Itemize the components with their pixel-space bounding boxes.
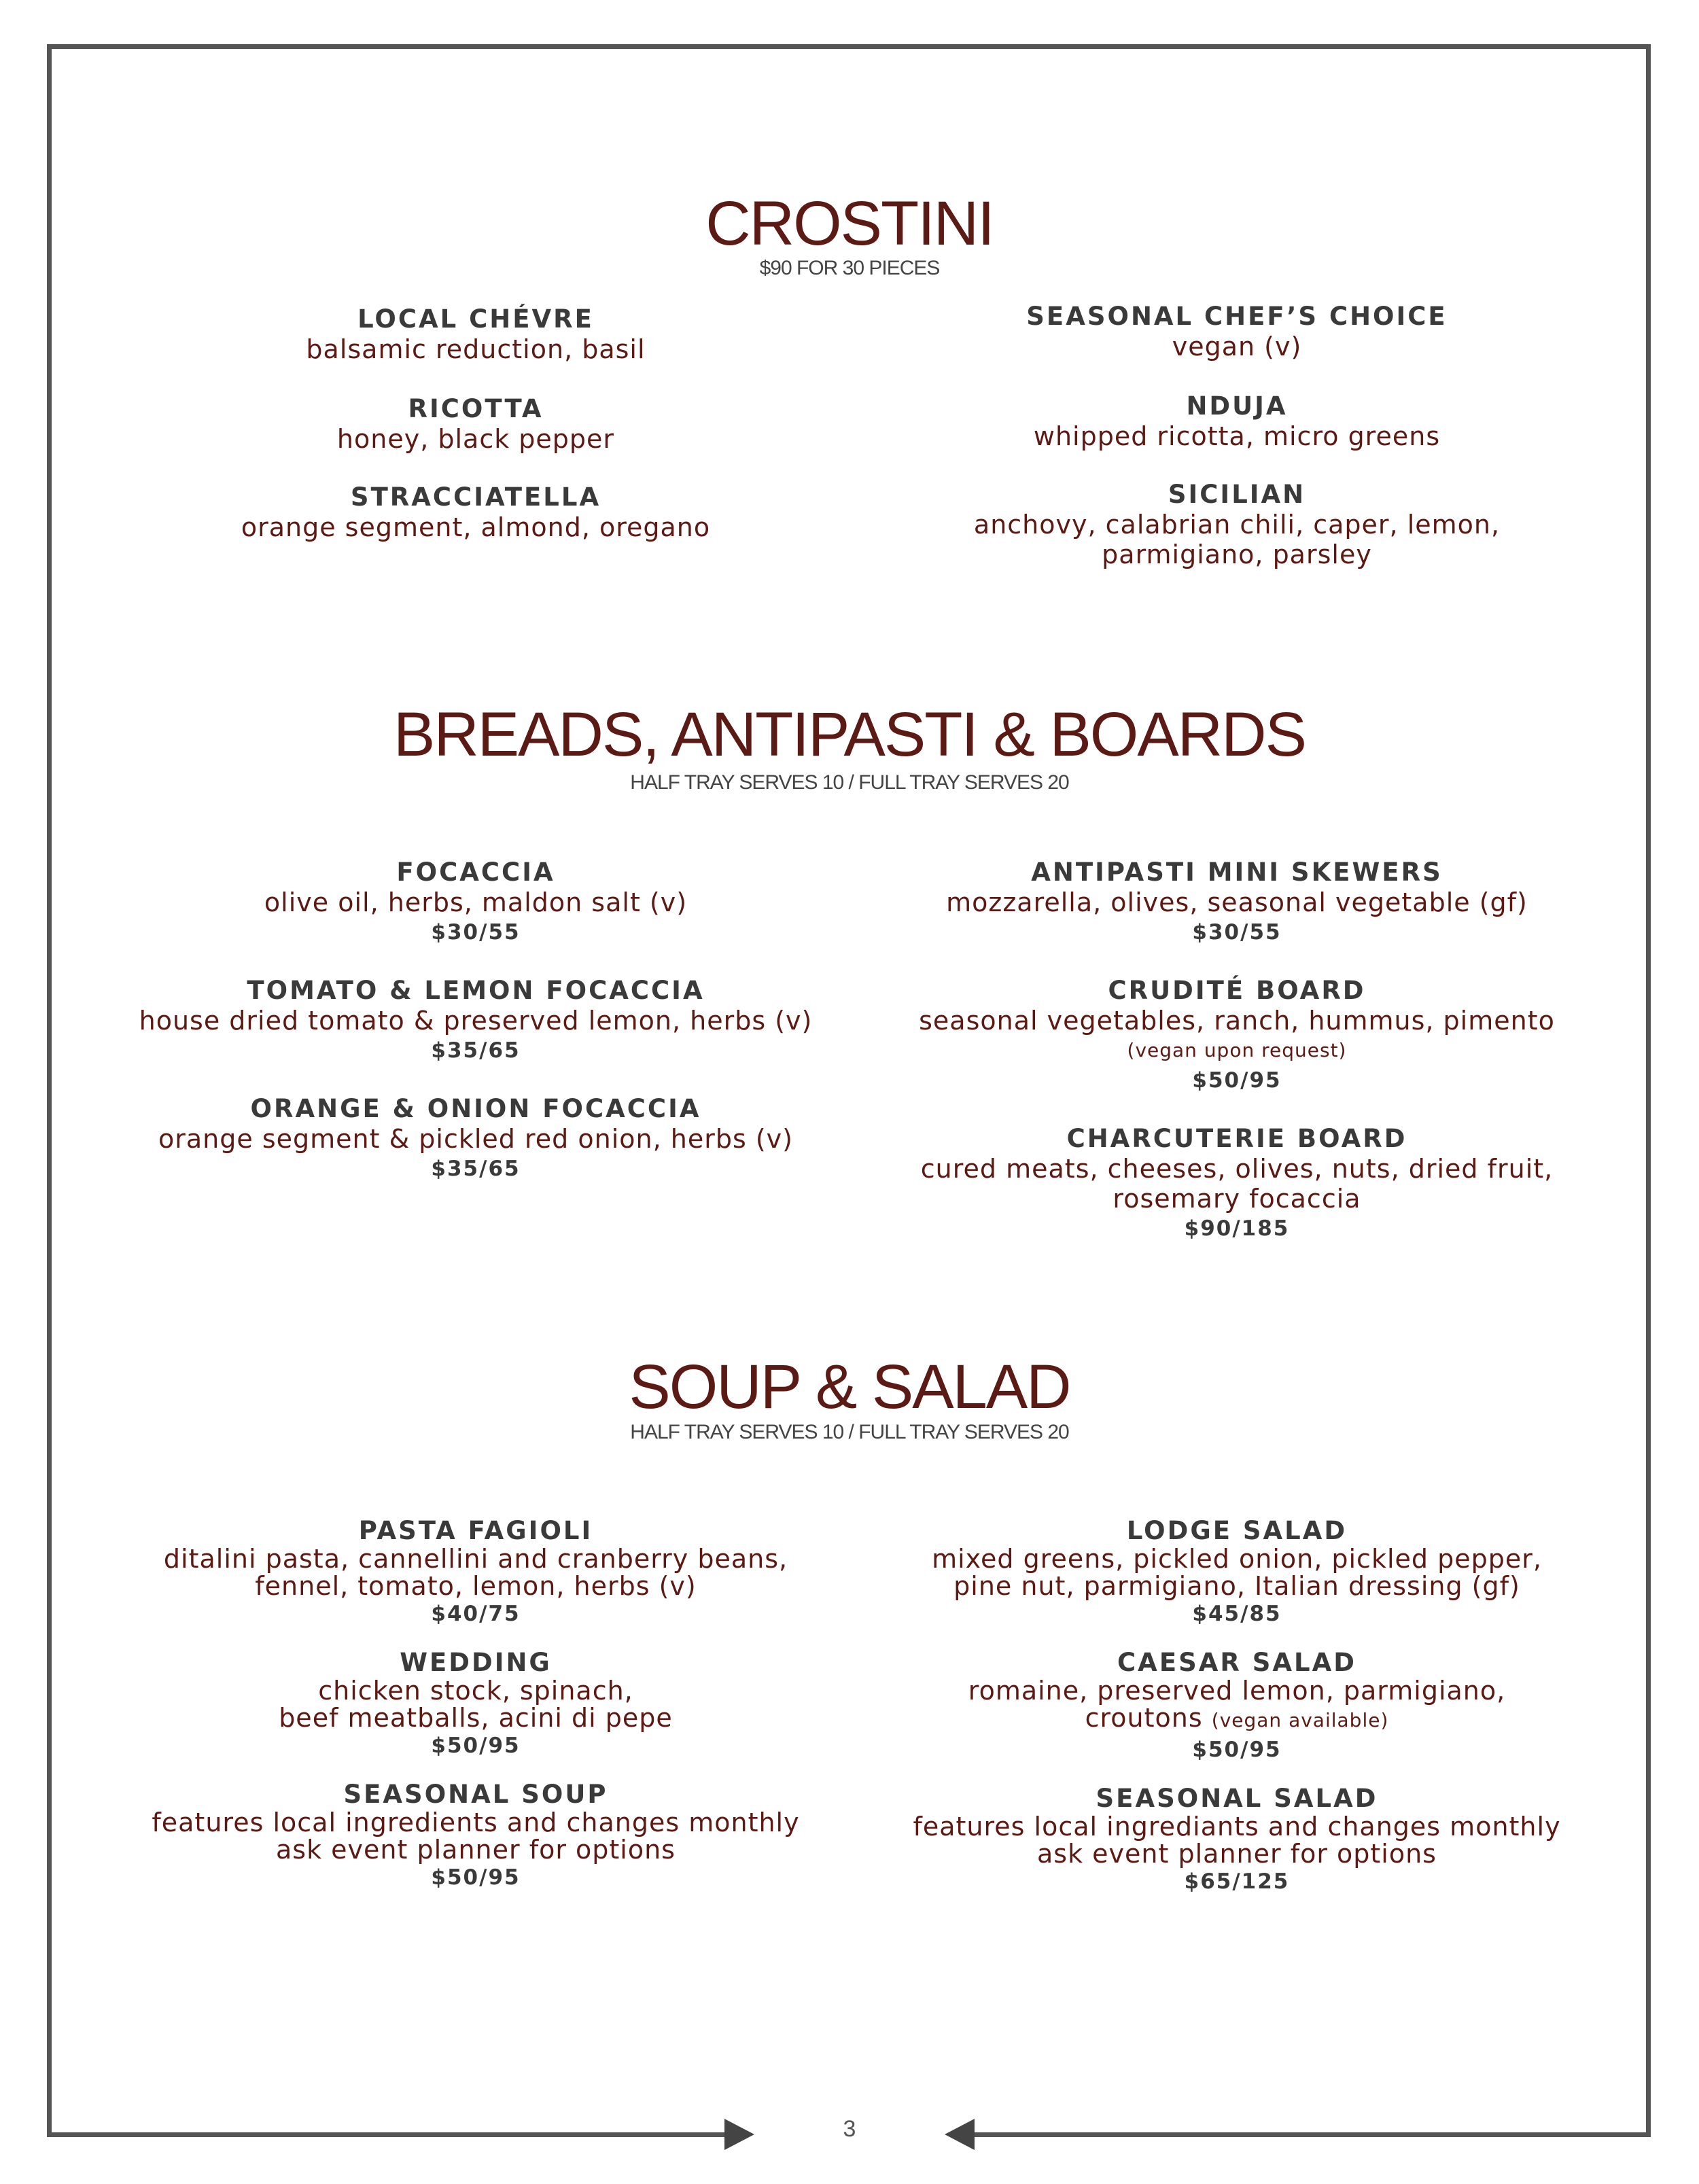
menu-item <box>863 976 1611 1095</box>
item-price: $65/125 <box>1184 1869 1290 1894</box>
menu-item <box>163 394 788 454</box>
menu-item <box>897 391 1577 451</box>
menu-item <box>863 1649 1611 1764</box>
item-description: chicken stock, spinach, <box>318 1676 633 1706</box>
breads-subtitle: HALF TRAY SERVES 10 / FULL TRAY SERVES 20 <box>630 771 1069 794</box>
breads-title: BREADS, ANTIPASTI & BOARDS <box>393 700 1306 769</box>
item-name: LOCAL CHÉVRE <box>357 304 594 334</box>
item-description: orange segment & pickled red onion, herbs (v) <box>158 1124 793 1154</box>
item-name: LODGE SALAD <box>1126 1516 1348 1545</box>
item-name: SEASONAL SALAD <box>1096 1784 1378 1813</box>
menu-item <box>102 858 850 947</box>
item-name: CAESAR SALAD <box>1117 1648 1356 1677</box>
item-name: CHARCUTERIE BOARD <box>1066 1124 1407 1153</box>
crostini-title: CROSTINI <box>705 189 994 258</box>
soup-salad-title: SOUP & SALAD <box>629 1352 1070 1422</box>
item-description: romaine, preserved lemon, parmigiano, <box>968 1676 1506 1706</box>
item-description-line-2 <box>863 1704 1611 1736</box>
item-description-line-2: ask event planner for options <box>1037 1839 1437 1869</box>
page-number: 3 <box>843 2116 856 2142</box>
soup-salad-subtitle: HALF TRAY SERVES 10 / FULL TRAY SERVES 20 <box>630 1421 1069 1443</box>
item-description-line-2: ask event planner for options <box>276 1835 676 1865</box>
item-description-line-2: pine nut, parmigiano, Italian dressing (gf) <box>953 1571 1520 1601</box>
menu-item <box>897 302 1577 362</box>
menu-item <box>163 304 788 364</box>
item-name: STRACCIATELLA <box>350 482 601 512</box>
item-description: house dried tomato & preserved lemon, herbs (v) <box>139 1006 813 1036</box>
menu-item <box>897 480 1577 569</box>
arrow-right-icon[interactable] <box>724 2119 754 2150</box>
item-price: $50/95 <box>1192 1738 1282 1762</box>
item-note: (vegan upon request) <box>1127 1039 1347 1061</box>
menu-item <box>102 1517 850 1628</box>
item-description: mozzarella, olives, seasonal vegetable (gf) <box>946 887 1528 917</box>
item-description: cured meats, cheeses, olives, nuts, dried fruit, <box>920 1154 1554 1184</box>
menu-item <box>863 1124 1611 1244</box>
item-price: $45/85 <box>1192 1602 1282 1626</box>
menu-item <box>863 1784 1611 1896</box>
crostini-subtitle: $90 FOR 30 PIECES <box>759 257 940 279</box>
crostini-left-column <box>163 304 788 542</box>
item-price: $30/55 <box>1192 920 1282 945</box>
item-price: $50/95 <box>431 1733 521 1758</box>
item-name: WEDDING <box>400 1648 552 1677</box>
item-description-line-2: rosemary focaccia <box>1113 1184 1361 1214</box>
item-description: ditalini pasta, cannellini and cranberry beans, <box>163 1544 788 1574</box>
item-name: SEASONAL SOUP <box>343 1780 608 1809</box>
item-description-croutons: croutons <box>1085 1703 1203 1733</box>
item-description: balsamic reduction, basil <box>306 334 646 364</box>
item-price: $40/75 <box>431 1602 521 1626</box>
item-price: $35/65 <box>431 1157 521 1181</box>
item-description-line-2: fennel, tomato, lemon, herbs (v) <box>255 1571 697 1601</box>
menu-item <box>102 1094 850 1184</box>
frame-bottom-right-line <box>970 2132 1651 2137</box>
item-description: features local ingredients and changes monthly <box>152 1808 800 1837</box>
item-price: $30/55 <box>431 920 521 945</box>
item-name: CRUDITÉ BOARD <box>1108 976 1366 1005</box>
item-name: NDUJA <box>1186 391 1288 421</box>
breads-right-column <box>863 858 1611 1244</box>
item-price: $90/185 <box>1184 1216 1290 1241</box>
item-name: ANTIPASTI MINI SKEWERS <box>1031 858 1443 887</box>
menu-item <box>163 482 788 542</box>
breads-left-column <box>102 858 850 1184</box>
crostini-right-column <box>897 302 1577 569</box>
item-name: TOMATO & LEMON FOCACCIA <box>247 976 705 1005</box>
menu-item <box>102 1780 850 1892</box>
menu-item <box>102 976 850 1065</box>
item-name: FOCACCIA <box>396 858 555 887</box>
menu-item <box>863 1517 1611 1628</box>
menu-item <box>102 1649 850 1760</box>
soup-left-column <box>102 1517 850 1892</box>
item-price: $50/95 <box>431 1865 521 1890</box>
item-name: RICOTTA <box>408 394 544 423</box>
item-description: anchovy, calabrian chili, caper, lemon, <box>973 510 1501 540</box>
item-price: $50/95 <box>1192 1068 1282 1093</box>
item-name: PASTA FAGIOLI <box>358 1516 593 1545</box>
item-price: $35/65 <box>431 1038 521 1063</box>
item-description: vegan (v) <box>1172 332 1302 362</box>
item-name: SICILIAN <box>1168 480 1306 509</box>
salad-right-column <box>863 1517 1611 1896</box>
item-name: SEASONAL CHEF’S CHOICE <box>1026 302 1448 331</box>
item-description-line-2: parmigiano, parsley <box>1102 540 1372 569</box>
item-description: mixed greens, pickled onion, pickled pepper, <box>932 1544 1542 1574</box>
item-description: features local ingrediants and changes monthly <box>913 1812 1561 1842</box>
item-note: (vegan available) <box>1211 1709 1389 1731</box>
item-description: olive oil, herbs, maldon salt (v) <box>264 887 688 917</box>
item-description: whipped ricotta, micro greens <box>1033 421 1441 451</box>
menu-item <box>863 858 1611 947</box>
item-name: ORANGE & ONION FOCACCIA <box>250 1094 701 1123</box>
item-description: honey, black pepper <box>336 424 615 454</box>
frame-bottom-left-line <box>47 2132 728 2137</box>
item-description: orange segment, almond, oregano <box>241 512 711 542</box>
item-description: seasonal vegetables, ranch, hummus, pimento <box>919 1006 1555 1036</box>
item-description-line-2: beef meatballs, acini di pepe <box>279 1703 673 1733</box>
arrow-left-icon[interactable] <box>945 2119 975 2150</box>
